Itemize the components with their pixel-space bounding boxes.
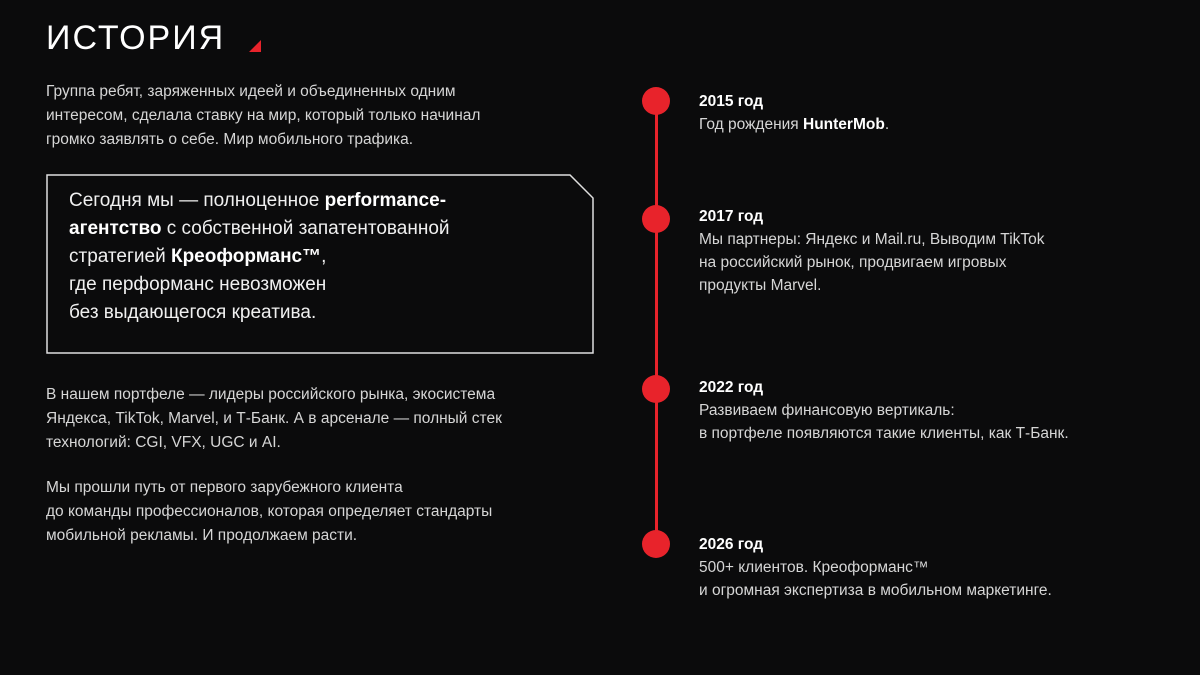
quote-fragment: с собственной запатентованной bbox=[161, 218, 450, 239]
timeline-text: и огромная экспертиза в мобильном маркетинге. bbox=[699, 582, 1052, 599]
journey-line: Мы прошли путь от первого зарубежного клиента bbox=[46, 479, 403, 496]
timeline-item-2022 bbox=[699, 376, 1069, 445]
quote-line bbox=[69, 187, 450, 215]
intro-line: интересом, сделала ставку на мир, который только начинал bbox=[46, 107, 481, 124]
timeline-year: 2026 год bbox=[699, 536, 764, 553]
journey-line: мобильной рекламы. И продолжаем расти. bbox=[46, 527, 358, 544]
journey-line: до команды профессионалов, которая определяет стандарты bbox=[46, 503, 493, 520]
timeline-text: 500+ клиентов. Креоформанс™ bbox=[699, 559, 929, 576]
brand-name: HunterMob bbox=[803, 116, 885, 133]
quote-line: где перформанс невозможен bbox=[69, 274, 327, 295]
timeline-text bbox=[699, 113, 889, 136]
timeline-dot-icon bbox=[642, 205, 670, 233]
quote-fragment: стратегией bbox=[69, 246, 171, 267]
intro-line: громко заявлять о себе. Мир мобильного трафика. bbox=[46, 131, 414, 148]
title-block bbox=[46, 14, 261, 62]
timeline-dot-icon bbox=[642, 530, 670, 558]
timeline-year: 2022 год bbox=[699, 379, 764, 396]
page-title: ИСТОРИЯ bbox=[46, 19, 226, 57]
quote-fragment: Сегодня мы — полноценное bbox=[69, 190, 325, 211]
quote-bold-fragment: Креоформанс™ bbox=[170, 246, 322, 267]
timeline-text: на российский рынок, продвигаем игровых bbox=[699, 254, 1007, 271]
timeline-item-2015 bbox=[699, 90, 889, 136]
quote-bold-fragment: агентство bbox=[69, 218, 162, 239]
timeline-text: продукты Marvel. bbox=[699, 277, 822, 294]
quote-line bbox=[69, 243, 450, 271]
quote-fragment: , bbox=[321, 246, 327, 267]
timeline-item-2017 bbox=[699, 205, 1045, 297]
portfolio-line: В нашем портфеле — лидеры российского рынка, экосистема bbox=[46, 386, 496, 403]
quote-bold-fragment: performance- bbox=[324, 190, 447, 211]
timeline-year: 2017 год bbox=[699, 208, 764, 225]
timeline-item-2026 bbox=[699, 533, 1052, 602]
journey-paragraph bbox=[46, 476, 492, 548]
intro-line: Группа ребят, заряженных идеей и объединенных одним bbox=[46, 83, 456, 100]
timeline-text: Развиваем финансовую вертикаль: bbox=[699, 402, 955, 419]
quote-box bbox=[46, 174, 594, 354]
portfolio-line: Яндекса, TikTok, Marvel, и Т-Банк. А в арсенале — полный стек bbox=[46, 410, 502, 427]
timeline-fragment: . bbox=[884, 116, 890, 133]
quote-line bbox=[69, 215, 450, 243]
timeline-text: Мы партнеры: Яндекс и Mail.ru, Выводим TikTok bbox=[699, 231, 1045, 248]
portfolio-paragraph bbox=[46, 383, 502, 455]
timeline-line bbox=[655, 100, 658, 544]
timeline-year: 2015 год bbox=[699, 93, 764, 110]
corner-accent-icon bbox=[249, 40, 261, 52]
portfolio-line: технологий: CGI, VFX, UGC и AI. bbox=[46, 434, 281, 451]
quote-line: без выдающегося креатива. bbox=[69, 302, 317, 323]
timeline-text: в портфеле появляются такие клиенты, как Т-Банк. bbox=[699, 425, 1069, 442]
intro-paragraph bbox=[46, 80, 480, 152]
quote-text bbox=[69, 187, 450, 327]
timeline-dot-icon bbox=[642, 87, 670, 115]
timeline-dot-icon bbox=[642, 375, 670, 403]
timeline-fragment: Год рождения bbox=[699, 116, 804, 133]
